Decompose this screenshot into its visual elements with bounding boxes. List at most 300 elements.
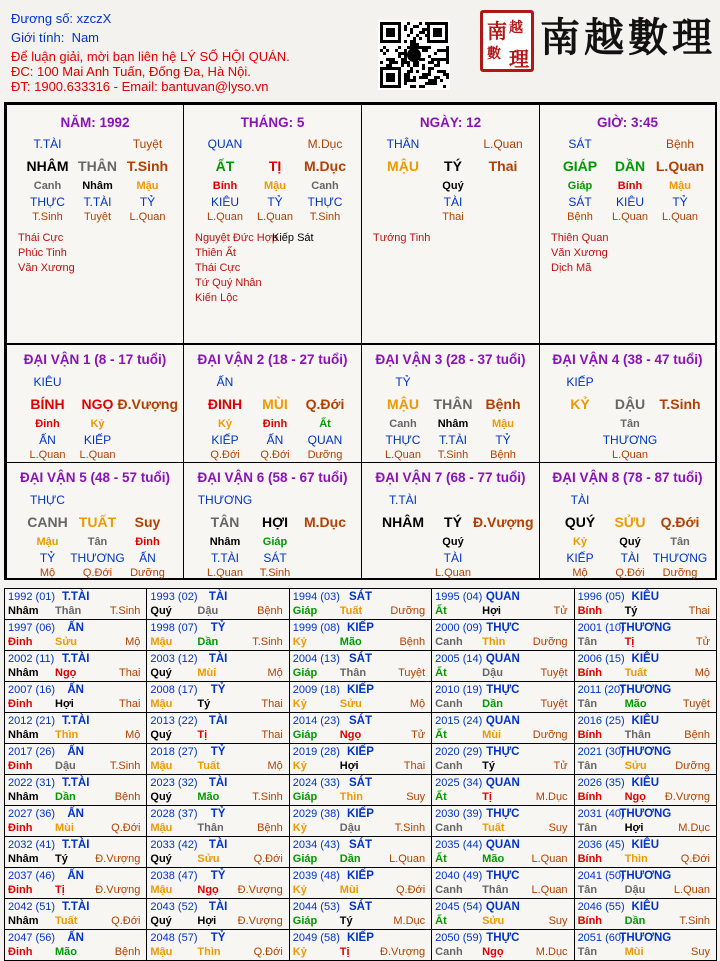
- year-cell[interactable]: [432, 806, 574, 837]
- cell-stage: Dưỡng: [130, 567, 165, 579]
- cell-hgod: TỶ: [139, 195, 156, 209]
- cell-stem: NHÂM: [382, 514, 424, 530]
- year-cell[interactable]: [289, 651, 431, 682]
- star-label: Thái Cực: [18, 232, 64, 244]
- annual-table: [4, 588, 717, 961]
- cell-stem: DẬU: [614, 396, 646, 412]
- year-cell[interactable]: [432, 899, 574, 930]
- year-god: T.TÀI: [61, 901, 90, 913]
- year-cell[interactable]: [574, 806, 716, 837]
- cell-title: GIỜ: 3:45: [596, 115, 659, 130]
- year-branch: Tị: [624, 636, 635, 648]
- year-stage: Đ.Vượng: [95, 853, 141, 865]
- cell-hgod: ẤN: [266, 433, 284, 447]
- year-god: T.TÀI: [61, 653, 90, 665]
- year-label: 2015 (24): [435, 715, 483, 727]
- year-label: 2000 (09): [435, 622, 483, 634]
- year-cell[interactable]: [5, 682, 147, 713]
- year-cell[interactable]: [574, 620, 716, 651]
- year-god: QUAN: [485, 653, 520, 665]
- year-cell[interactable]: [5, 713, 147, 744]
- year-branch: Thìn: [624, 853, 648, 865]
- cell-god: QUAN: [207, 137, 243, 151]
- year-branch: Thân: [339, 667, 367, 679]
- cell-stage: L.Quan: [129, 211, 166, 223]
- annual-row: [5, 899, 717, 930]
- year-cell[interactable]: [147, 651, 289, 682]
- year-god: TÀI: [208, 839, 228, 851]
- year-god: TÀI: [208, 901, 228, 913]
- year-cell[interactable]: [147, 899, 289, 930]
- year-stage: Q.Đới: [395, 884, 426, 896]
- year-branch: Tý: [624, 605, 638, 617]
- cell-hgod: TỶ: [267, 195, 283, 209]
- year-stage: Mộ: [125, 636, 141, 648]
- cell-hidden: Giáp: [262, 536, 288, 548]
- cell-stem: Q.Đới: [660, 514, 700, 530]
- year-cell[interactable]: [432, 682, 574, 713]
- year-cell[interactable]: [147, 775, 289, 806]
- cell-god: TÀI: [570, 493, 590, 507]
- year-god: SÁT: [348, 653, 372, 665]
- cell-stage: Dưỡng: [307, 449, 343, 461]
- year-label: 1997 (06): [8, 622, 56, 634]
- year-label: 1993 (02): [150, 591, 198, 603]
- cell-god: Tuyệt: [132, 137, 163, 151]
- year-stage: Dưỡng: [532, 729, 568, 741]
- cell-hidden: Canh: [389, 418, 417, 430]
- year-label: 2018 (27): [150, 746, 198, 758]
- year-label: 2009 (18): [292, 684, 340, 696]
- year-branch: Thìn: [55, 729, 79, 741]
- year-label: 2051 (60): [577, 932, 625, 944]
- year-cell[interactable]: [432, 651, 574, 682]
- year-branch: Ngọ: [197, 884, 219, 896]
- year-stem: Ất: [435, 791, 447, 803]
- year-stem: Canh: [435, 636, 463, 648]
- cell-hgod: TỶ: [672, 195, 688, 209]
- year-cell[interactable]: [574, 651, 716, 682]
- year-stem: Giáp: [292, 605, 318, 617]
- year-stage: Tử: [411, 729, 426, 741]
- cell-stem: BÍNH: [30, 396, 65, 412]
- year-stage: Đ.Vượng: [237, 884, 283, 896]
- star-label-extra: Kiếp Sát: [272, 232, 314, 244]
- year-stem: Bính: [577, 915, 603, 927]
- cell-stage: Q.Đới: [82, 567, 113, 579]
- year-god: KIẾP: [347, 870, 374, 882]
- cell-hidden: Tân: [620, 418, 640, 430]
- year-label: 2029 (38): [292, 808, 340, 820]
- year-stem: Bính: [577, 853, 603, 865]
- year-cell[interactable]: [5, 775, 147, 806]
- year-cell[interactable]: [289, 744, 431, 775]
- year-god: TỶ: [210, 808, 226, 820]
- cell-stem: ẤT: [215, 158, 235, 174]
- cell-hidden: Bính: [617, 180, 643, 192]
- owner-line: Đương số: xzczX: [11, 11, 112, 26]
- year-cell[interactable]: [147, 682, 289, 713]
- year-cell[interactable]: [574, 682, 716, 713]
- year-god: ẤN: [67, 808, 84, 820]
- annual-row: [5, 775, 717, 806]
- cell-stem: TÂN: [210, 514, 240, 530]
- year-label: 2040 (49): [435, 870, 483, 882]
- year-branch: Tị: [197, 729, 208, 741]
- year-label: 2041 (50): [577, 870, 625, 882]
- year-cell[interactable]: [5, 806, 147, 837]
- year-stem: Tân: [577, 884, 598, 896]
- year-stage: T.Sinh: [394, 822, 426, 834]
- cell-hgod: TÀI: [620, 551, 640, 565]
- cell-stem: MẬU: [387, 396, 419, 412]
- year-stage: Bệnh: [257, 822, 283, 834]
- year-stage: T.Sinh: [109, 760, 141, 772]
- year-stem: Bính: [577, 729, 603, 741]
- cell-title: ĐẠI VẬN 1 (8 - 17 tuổi): [23, 352, 167, 367]
- year-cell[interactable]: [289, 620, 431, 651]
- annual-row: [5, 713, 717, 744]
- year-cell[interactable]: [432, 775, 574, 806]
- year-stage: Suy: [548, 822, 568, 834]
- year-cell[interactable]: [5, 930, 147, 961]
- year-cell[interactable]: [574, 899, 716, 930]
- year-branch: Dậu: [339, 822, 361, 834]
- year-cell[interactable]: [5, 620, 147, 651]
- year-cell[interactable]: [5, 868, 147, 899]
- seal-logo: 南 越 數 理: [480, 10, 534, 72]
- year-label: 2050 (59): [435, 932, 483, 944]
- year-branch: Thìn: [482, 636, 506, 648]
- year-god: ẤN: [67, 870, 84, 882]
- cell-hgod: KIẾP: [211, 433, 239, 447]
- cell-title: ĐẠI VẬN 4 (38 - 47 tuổi): [552, 352, 703, 367]
- year-cell[interactable]: [432, 837, 574, 868]
- year-branch: Tý: [339, 915, 353, 927]
- year-label: 2049 (58): [292, 932, 340, 944]
- year-cell[interactable]: [432, 868, 574, 899]
- year-stage: Suy: [691, 946, 710, 958]
- year-cell[interactable]: [5, 651, 147, 682]
- year-god: KIÊU: [631, 591, 660, 603]
- year-label: 2033 (42): [150, 839, 198, 851]
- year-cell[interactable]: [289, 930, 431, 961]
- year-god: TỶ: [210, 684, 226, 696]
- year-stage: Thai: [688, 605, 710, 617]
- year-god: SÁT: [348, 777, 372, 789]
- year-stage: Bệnh: [399, 636, 426, 648]
- year-cell[interactable]: [289, 837, 431, 868]
- year-god: THƯƠNG: [619, 622, 672, 634]
- year-stem: Quý: [150, 915, 172, 927]
- cell-stem: TÝ: [444, 514, 462, 530]
- year-cell[interactable]: [5, 899, 147, 930]
- cell-stem: NHÂM: [26, 158, 69, 174]
- cell-stage: Mộ: [572, 567, 588, 579]
- cell-stage: T.Sinh: [32, 211, 63, 223]
- cell-stem: CANH: [27, 514, 68, 530]
- annual-row: [5, 868, 717, 899]
- year-god: SÁT: [348, 839, 372, 851]
- cell-stem: THÂN: [433, 396, 473, 412]
- year-god: QUAN: [485, 777, 520, 789]
- year-god: TÀI: [208, 777, 228, 789]
- cell-title: THÁNG: 5: [240, 115, 305, 130]
- year-branch: Tuất: [624, 667, 647, 679]
- cell-hidden: Quý: [442, 180, 464, 192]
- cell-god: T.TÀI: [33, 137, 62, 151]
- year-cell[interactable]: [289, 806, 431, 837]
- cell-hidden: Mậu: [492, 418, 514, 430]
- year-cell[interactable]: [574, 713, 716, 744]
- year-stem: Đinh: [8, 636, 33, 648]
- year-branch: Dậu: [624, 884, 646, 896]
- year-stage: Đ.Vượng: [380, 946, 426, 958]
- contact-note: Để luận giải, mời bạn liên hệ LÝ SỐ HỘI QUÁN.: [11, 49, 290, 64]
- year-god: SÁT: [348, 901, 372, 913]
- pillars-panel: [4, 102, 717, 580]
- cell-stage: Tuyệt: [83, 211, 112, 223]
- year-stem: Nhâm: [8, 915, 39, 927]
- star-label: Thiên Ất: [195, 247, 236, 259]
- cell-hgod: KIẾP: [83, 433, 112, 447]
- year-stage: L.Quan: [673, 884, 710, 896]
- year-label: 2027 (36): [8, 808, 56, 820]
- year-god: KIẾP: [347, 622, 374, 634]
- year-stem: Tân: [577, 636, 598, 648]
- cell-stage: Bệnh: [490, 449, 516, 461]
- year-label: 2021 (30): [577, 746, 625, 758]
- pillar-cell: [539, 104, 716, 344]
- cell-stage: Q.Đới: [210, 449, 240, 461]
- year-cell[interactable]: [147, 868, 289, 899]
- star-label: Dịch Mã: [551, 262, 592, 274]
- qr-code-icon[interactable]: [378, 20, 450, 90]
- cell-stage: L.Quan: [206, 211, 244, 223]
- cell-hidden: Canh: [33, 180, 62, 192]
- year-label: 2039 (48): [292, 870, 340, 882]
- year-stem: Ất: [435, 853, 447, 865]
- dai-van-cell: [183, 344, 362, 463]
- year-label: 2026 (35): [577, 777, 625, 789]
- cell-hgod: THƯƠNG: [70, 551, 125, 565]
- year-stage: M.Dục: [393, 915, 426, 927]
- cell-hidden: Đinh: [35, 418, 60, 430]
- cell-hidden: Kỷ: [217, 418, 233, 430]
- cell-title: NGÀY: 12: [419, 115, 482, 130]
- cell-hidden: Canh: [311, 180, 339, 192]
- gender-line: Giới tính: Nam: [11, 30, 100, 45]
- year-label: 2006 (15): [577, 653, 625, 665]
- year-stage: Bệnh: [684, 729, 710, 741]
- year-cell[interactable]: [289, 775, 431, 806]
- year-cell[interactable]: [289, 899, 431, 930]
- year-label: 2003 (12): [150, 653, 198, 665]
- year-stem: Giáp: [292, 791, 318, 803]
- year-cell[interactable]: [432, 713, 574, 744]
- annual-row: [5, 930, 717, 961]
- year-god: T.TÀI: [61, 591, 90, 603]
- cell-stem: GIÁP: [562, 158, 598, 174]
- year-cell[interactable]: [147, 713, 289, 744]
- year-branch: Hợi: [197, 915, 217, 927]
- year-stage: Tuyệt: [540, 667, 568, 679]
- year-label: 1992 (01): [8, 591, 56, 603]
- year-stem: Đinh: [8, 884, 33, 896]
- year-cell[interactable]: [432, 744, 574, 775]
- cell-hidden: Ất: [319, 418, 331, 430]
- year-cell[interactable]: [147, 806, 289, 837]
- cell-god: KIÊU: [33, 375, 62, 389]
- star-label: Phúc Tinh: [18, 247, 67, 259]
- cell-stem: Đ.Vượng: [473, 514, 534, 530]
- year-branch: Mão: [339, 636, 362, 648]
- year-stage: Tử: [553, 760, 568, 772]
- cell-stem: TÝ: [444, 158, 462, 174]
- year-god: T.TÀI: [61, 715, 90, 727]
- year-cell[interactable]: [289, 868, 431, 899]
- year-cell[interactable]: [147, 589, 289, 620]
- year-branch: Dần: [55, 791, 76, 803]
- year-god: KIẾP: [347, 684, 374, 696]
- year-branch: Dần: [339, 853, 361, 865]
- year-god: QUAN: [485, 715, 520, 727]
- year-stem: Giáp: [292, 729, 318, 741]
- year-cell[interactable]: [5, 744, 147, 775]
- year-branch: Tuất: [197, 760, 220, 772]
- year-stage: Thai: [118, 667, 141, 679]
- year-stage: Q.Đới: [253, 946, 283, 958]
- star-label: Văn Xương: [18, 262, 75, 274]
- dai-van-cell: [361, 462, 540, 580]
- year-god: TÀI: [208, 653, 228, 665]
- year-branch: Sửu: [624, 760, 647, 772]
- year-branch: Mùi: [55, 822, 74, 834]
- cell-stem: TỊ: [268, 158, 282, 174]
- year-stem: Nhâm: [8, 605, 39, 617]
- year-stem: Đinh: [8, 822, 33, 834]
- cell-hidden: Giáp: [567, 180, 593, 192]
- year-cell[interactable]: [289, 713, 431, 744]
- pillar-cell: [6, 104, 184, 344]
- year-branch: Sửu: [339, 698, 362, 710]
- cell-hidden: Bính: [212, 180, 238, 192]
- cell-god: THÂN: [386, 137, 420, 151]
- year-stem: Kỷ: [292, 636, 307, 648]
- year-stage: Suy: [406, 791, 426, 803]
- year-branch: Tuất: [55, 915, 78, 927]
- year-label: 1996 (05): [577, 591, 625, 603]
- year-stem: Tân: [577, 698, 598, 710]
- year-cell[interactable]: [574, 930, 716, 961]
- year-branch: Dần: [482, 698, 503, 710]
- year-stage: Đ.Vượng: [664, 791, 710, 803]
- year-branch: Dậu: [55, 760, 76, 772]
- cell-hidden: Tân: [87, 536, 108, 548]
- cell-stem: THÂN: [78, 158, 117, 174]
- year-label: 2004 (13): [292, 653, 340, 665]
- year-cell[interactable]: [147, 837, 289, 868]
- year-stage: T.Sinh: [252, 791, 283, 803]
- year-god: ẤN: [67, 746, 84, 758]
- year-cell[interactable]: [289, 682, 431, 713]
- year-cell[interactable]: [289, 589, 431, 620]
- year-cell[interactable]: [432, 930, 574, 961]
- year-cell[interactable]: [147, 930, 289, 961]
- cell-stem: TUẤT: [78, 514, 117, 530]
- year-label: 2019 (28): [292, 746, 340, 758]
- year-cell[interactable]: [574, 744, 716, 775]
- year-branch: Thân: [55, 605, 82, 617]
- cell-stage: L.Quan: [206, 567, 244, 579]
- cell-hgod: KIẾP: [566, 551, 594, 565]
- year-stage: T.Sinh: [252, 636, 283, 648]
- year-cell[interactable]: [574, 589, 716, 620]
- star-label: Văn Xương: [551, 247, 608, 259]
- year-god: THỰC: [486, 746, 520, 758]
- year-branch: Dậu: [482, 667, 503, 679]
- cell-hidden: Kỷ: [90, 418, 105, 430]
- cell-stem: MẬU: [387, 158, 419, 174]
- year-branch: Tị: [482, 791, 492, 803]
- year-label: 1994 (03): [292, 591, 340, 603]
- year-cell[interactable]: [574, 868, 716, 899]
- year-cell[interactable]: [432, 589, 574, 620]
- year-stem: Đinh: [8, 760, 33, 772]
- year-god: KIÊU: [631, 901, 660, 913]
- year-branch: Thìn: [197, 946, 221, 958]
- year-label: 2011 (20): [577, 684, 624, 696]
- year-stage: Bệnh: [257, 605, 283, 617]
- year-stage: Tử: [553, 605, 568, 617]
- year-god: KIẾP: [347, 932, 374, 944]
- cell-hidden: Đinh: [135, 536, 160, 548]
- annual-row: [5, 682, 717, 713]
- year-cell[interactable]: [574, 837, 716, 868]
- year-cell[interactable]: [5, 837, 147, 868]
- cell-stem: Q.Đới: [305, 396, 345, 412]
- year-label: 2025 (34): [435, 777, 483, 789]
- year-cell[interactable]: [5, 589, 147, 620]
- year-branch: Ngọ: [482, 946, 504, 958]
- year-cell[interactable]: [574, 775, 716, 806]
- address-line: ĐC: 100 Mai Anh Tuấn, Đống Đa, Hà Nội.: [11, 64, 251, 79]
- year-god: THỰC: [486, 808, 520, 820]
- year-label: 1995 (04): [435, 591, 483, 603]
- year-cell[interactable]: [147, 620, 289, 651]
- year-branch: Tý: [197, 698, 211, 710]
- cell-god: Bệnh: [665, 137, 695, 151]
- year-label: 2028 (37): [150, 808, 198, 820]
- year-label: 2017 (26): [8, 746, 56, 758]
- year-cell[interactable]: [432, 620, 574, 651]
- cell-stage: L.Quan: [384, 449, 422, 461]
- year-stage: Dưỡng: [532, 636, 568, 648]
- year-god: THỰC: [486, 870, 520, 882]
- year-stage: Q.Đới: [680, 853, 710, 865]
- year-stem: Canh: [435, 760, 463, 772]
- cell-hgod: T.TÀI: [438, 433, 467, 447]
- year-god: TỶ: [210, 746, 226, 758]
- cell-stem: QUÝ: [564, 514, 596, 530]
- year-label: 2037 (46): [8, 870, 56, 882]
- year-stem: Quý: [150, 791, 172, 803]
- year-cell[interactable]: [147, 744, 289, 775]
- year-god: THỰC: [486, 932, 520, 944]
- cell-god: THỰC: [30, 493, 65, 507]
- star-label: Tướng Tinh: [373, 232, 431, 244]
- year-branch: Tị: [339, 946, 350, 958]
